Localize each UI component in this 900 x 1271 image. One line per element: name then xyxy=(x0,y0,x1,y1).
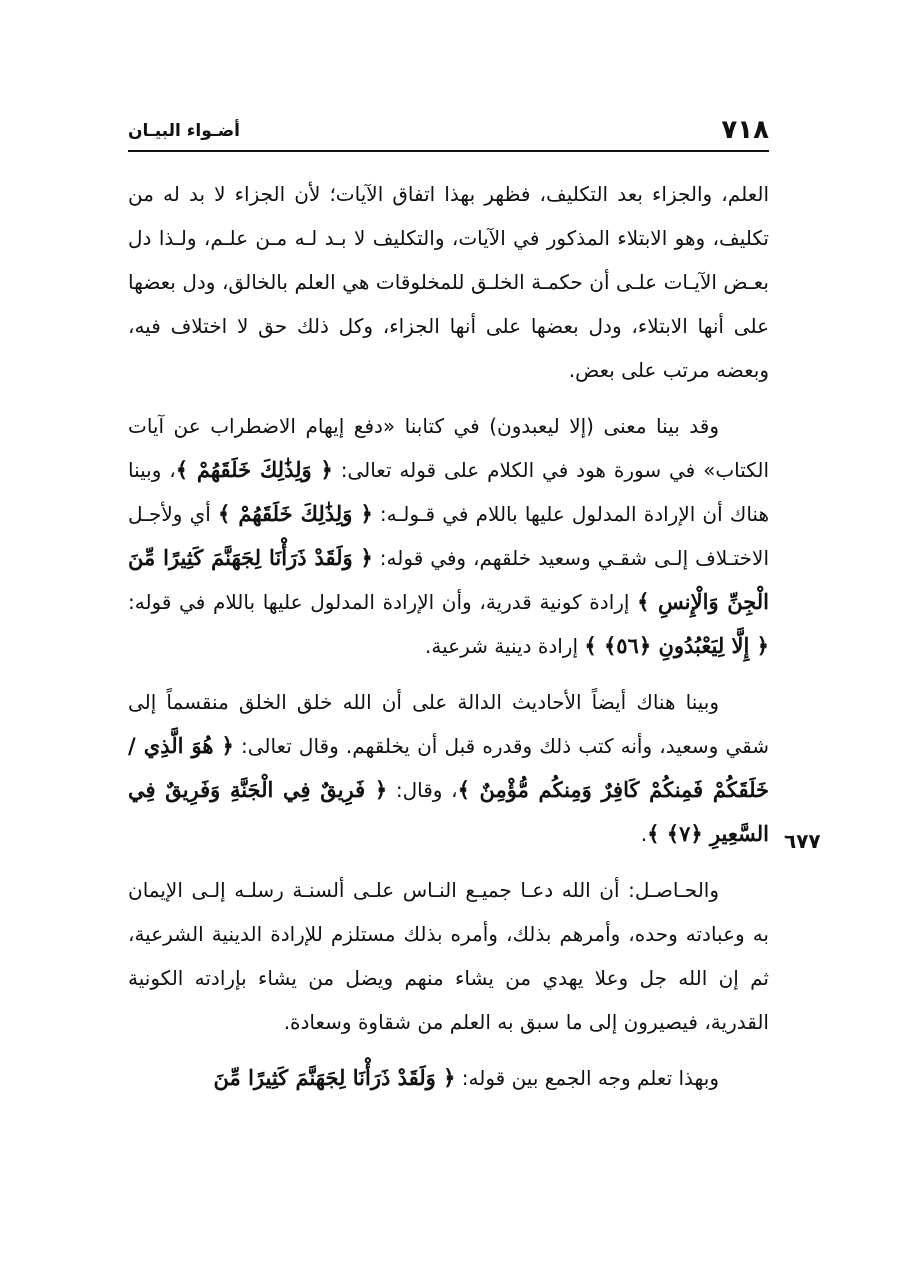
page-number: ٧١٨ xyxy=(721,115,769,145)
text-segment: وبينا هناك أيضاً الأحاديث الدالة على أن الله خلق الخلق منقسماً إلى شقي وسعيد، وأنه كتب ذلك وقدره قبل أن يخلقهم. وقال تعالى: xyxy=(128,690,769,758)
text-segment: . xyxy=(640,822,648,846)
quran-verse: ﴿ وَلِذَٰلِكَ خَلَقَهُمْ ﴾ xyxy=(217,501,373,526)
text-segment: وبهذا تعلم وجه الجمع بين قوله: xyxy=(455,1066,719,1090)
quran-verse: ﴿ وَلَقَدْ ذَرَأْنَا لِجَهَنَّمَ كَثِيرًا مِّنَ xyxy=(213,1065,456,1090)
quran-verse: ﴿ وَلَقَدْ ذَرَأْنَا لِجَهَنَّمَ كَثِيرًا مِّنَ الْجِنِّ وَالْإِنسِ ﴾ xyxy=(128,545,769,614)
margin-page-reference: ٦٧٧ xyxy=(784,829,821,853)
page-header xyxy=(128,112,769,152)
paragraph-3 xyxy=(128,680,769,856)
text-segment: وقد بينا معنى (إلا ليعبدون) في كتابنا «دفع إيهام الاضطراب عن آيات الكتاب» في سورة هود في الكلام على قوله تعالى: xyxy=(128,414,769,482)
main-text xyxy=(128,172,769,1112)
paragraph-1: العلم، والجزاء بعد التكليف، فظهر بهذا اتفاق الآيات؛ لأن الجزاء لا بد له من تكليف، وهو الابتلاء المذكور في الآيات، والتكليف لا بـد لـه مـن علـم، ولـذا دل بعـض الآيـات علـى أن حكمـة الخلـق للمخلوقات هي العلم بالخالق، ودل بعضها على أنها الابتلاء، ودل بعضها على أنها الجزاء، وكل ذلك حق لا اختلاف فيه، وبعضه مرتب على بعض. xyxy=(128,182,769,382)
paragraph-2 xyxy=(128,404,769,668)
text-segment: إرادة كونية قدرية، وأن الإرادة المدلول عليها باللام في قوله: xyxy=(128,590,638,614)
text-segment: ، وقال: xyxy=(387,778,458,802)
paragraph-4: والحـاصـل: أن الله دعـا جميـع النـاس علـى ألسنـة رسلـه إلـى الإيمان به وعبادته وحده، وأمرهم بذلك، وأمره بذلك مستلزم للإرادة الدينية الشرعية، ثم إن الله جل وعلا يهدي من يشاء منهم ويضل من يشاء بإرادته الكونية القدرية، فيصيرون إلى ما سبق به العلم من شقاوة وسعادة. xyxy=(128,878,769,1034)
header-divider xyxy=(128,150,769,152)
text-segment: إرادة دينية شرعية. xyxy=(425,634,585,658)
paragraph-5 xyxy=(128,1056,769,1100)
quran-verse: ﴿ وَلِذَٰلِكَ خَلَقَهُمْ ﴾ xyxy=(175,457,333,482)
quran-verse: ﴿ هُوَ الَّذِي / خَلَقَكُمْ فَمِنكُمْ كَافِرٌ وَمِنكُم مُّؤْمِنٌ ﴾ xyxy=(128,733,770,802)
text-segment: ، وبينا هناك أن الإرادة المدلول عليها باللام في قـولـه: xyxy=(128,458,769,526)
quran-verse: ﴿ فَرِيقٌ فِي الْجَنَّةِ وَفَرِيقٌ فِي السَّعِيرِ ﴿٧﴾ ﴾ xyxy=(128,777,769,846)
text-segment: أي ولأجـل الاختـلاف إلـى شقـي وسعيد خلقهم، وفي قوله: xyxy=(128,502,769,570)
book-title: أضـواء البيـان xyxy=(128,121,240,141)
quran-verse: ﴿ إِلَّا لِيَعْبُدُونِ ﴿٥٦﴾ ﴾ xyxy=(584,633,769,658)
